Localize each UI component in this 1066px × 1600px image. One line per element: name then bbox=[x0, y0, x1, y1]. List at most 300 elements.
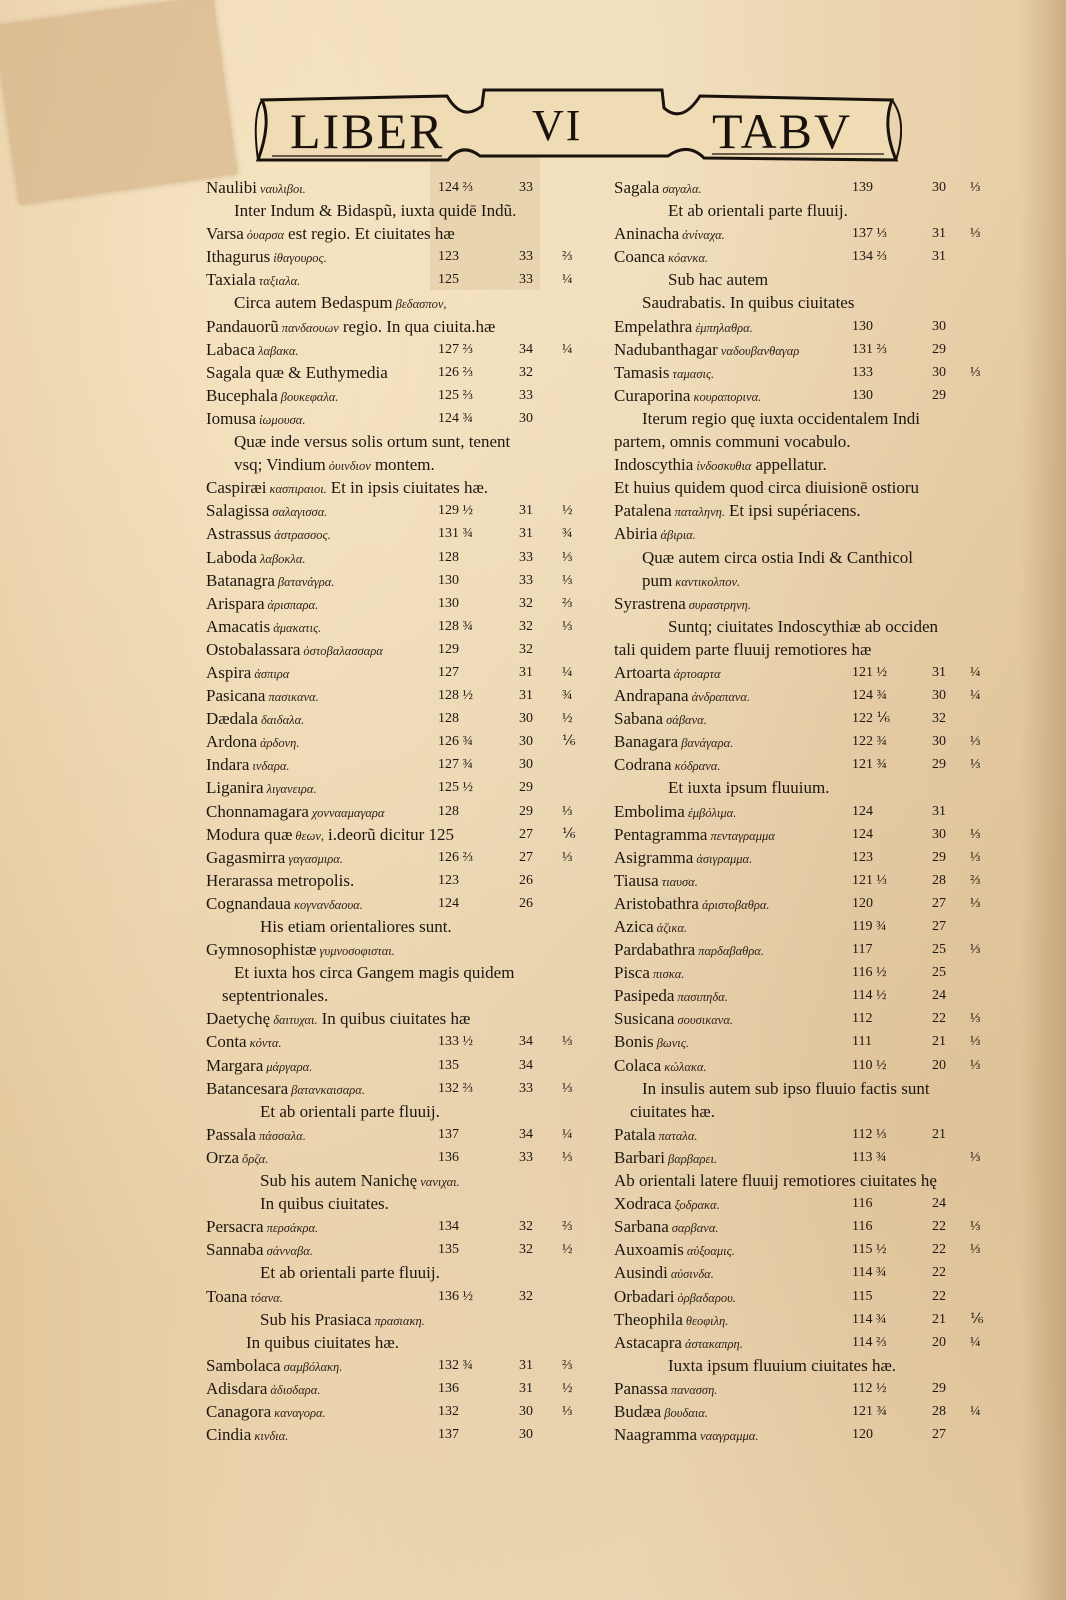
longitude-value: 124 ¾ bbox=[438, 410, 473, 426]
fraction-value: ½ bbox=[562, 711, 573, 727]
place-name bbox=[206, 1146, 268, 1171]
table-row bbox=[206, 268, 586, 291]
table-row bbox=[614, 407, 994, 430]
fraction-value: ⅓ bbox=[562, 849, 573, 865]
longitude-value: 124 bbox=[438, 895, 459, 911]
latitude-value: 32 bbox=[519, 618, 533, 634]
longitude-value: 132 ¾ bbox=[438, 1357, 473, 1373]
latin-text: Empelathra bbox=[614, 316, 693, 336]
latin-text: Herarassa metropolis. bbox=[206, 870, 355, 890]
longitude-value: 120 bbox=[852, 895, 873, 911]
longitude-value: 130 bbox=[438, 572, 459, 588]
place-name bbox=[614, 707, 707, 732]
table-row bbox=[614, 915, 994, 938]
table-row bbox=[206, 338, 586, 361]
place-name bbox=[260, 1100, 440, 1123]
latitude-value: 26 bbox=[519, 872, 533, 888]
longitude-value: 126 ⅔ bbox=[438, 849, 473, 865]
table-row bbox=[206, 1285, 586, 1308]
latin-text: Aspira bbox=[206, 662, 252, 682]
place-name bbox=[246, 1331, 399, 1354]
table-row bbox=[206, 915, 586, 938]
place-name bbox=[206, 1007, 470, 1032]
longitude-value: 135 bbox=[438, 1057, 459, 1073]
table-row bbox=[206, 176, 586, 199]
table-row bbox=[206, 892, 586, 915]
left-column bbox=[206, 176, 586, 1446]
place-name bbox=[614, 315, 753, 340]
latin-text: Sagala quæ & Euthymedia bbox=[206, 362, 388, 382]
table-row bbox=[614, 569, 994, 592]
greek-name: βεδασπον, bbox=[395, 297, 447, 312]
greek-name: κινδια. bbox=[254, 1429, 289, 1444]
longitude-value: 134 ⅔ bbox=[852, 249, 887, 265]
greek-name: βουδαια. bbox=[664, 1405, 708, 1420]
latin-text: Patalena bbox=[614, 501, 672, 521]
fraction-value: ¼ bbox=[562, 1126, 573, 1142]
latitude-value: 33 bbox=[519, 272, 533, 288]
latin-text: Laboda bbox=[206, 547, 257, 567]
table-row bbox=[614, 823, 994, 846]
place-name bbox=[206, 1215, 318, 1240]
fraction-value: ⅓ bbox=[970, 1057, 981, 1073]
greek-name: ὀυαρσα bbox=[246, 228, 285, 243]
greek-name: μάργαρα. bbox=[266, 1059, 313, 1074]
place-name bbox=[614, 1054, 707, 1079]
place-name bbox=[206, 1123, 306, 1148]
table-row bbox=[206, 199, 586, 222]
table-row bbox=[614, 315, 994, 338]
place-name bbox=[614, 869, 698, 894]
fraction-value: ⅔ bbox=[562, 595, 573, 611]
place-name bbox=[206, 407, 305, 432]
place-name bbox=[260, 1192, 389, 1215]
place-name bbox=[206, 1054, 312, 1079]
table-row bbox=[614, 1308, 994, 1331]
table-row bbox=[206, 1377, 586, 1400]
latitude-value: 27 bbox=[519, 826, 533, 842]
latitude-value: 31 bbox=[932, 226, 946, 242]
greek-name: κόανκα. bbox=[667, 251, 709, 266]
longitude-value: 121 ¾ bbox=[852, 1403, 887, 1419]
longitude-value: 130 bbox=[852, 318, 873, 334]
place-name bbox=[614, 753, 720, 778]
latin-text: Taxiala bbox=[206, 270, 256, 290]
right-column bbox=[614, 176, 994, 1446]
latitude-value: 22 bbox=[932, 1242, 946, 1258]
latin-text: Curaporina bbox=[614, 385, 691, 405]
table-row bbox=[206, 869, 586, 892]
latitude-value: 31 bbox=[519, 526, 533, 542]
greek-name: ἀρτοαρτα bbox=[673, 666, 721, 681]
place-name bbox=[614, 800, 736, 825]
latitude-value: 25 bbox=[932, 942, 946, 958]
place-name bbox=[642, 546, 913, 569]
longitude-value: 114 ⅔ bbox=[852, 1334, 887, 1350]
table-row bbox=[614, 453, 994, 476]
greek-name: ὀρβαδαρου. bbox=[677, 1290, 736, 1305]
greek-name: σαγαλα. bbox=[662, 182, 702, 196]
longitude-value: 133 ½ bbox=[438, 1034, 473, 1050]
latitude-value: 21 bbox=[932, 1311, 946, 1327]
greek-name: σαλαγισσα. bbox=[272, 505, 328, 520]
place-name bbox=[614, 176, 702, 201]
latin-text: Canagora bbox=[206, 1401, 272, 1421]
longitude-value: 119 ¾ bbox=[852, 919, 887, 934]
greek-name: καντικολπον. bbox=[675, 574, 741, 589]
greek-name: κώλακα. bbox=[664, 1059, 707, 1074]
longitude-value: 112 ½ bbox=[852, 1380, 887, 1396]
place-name bbox=[206, 753, 290, 778]
latin-text-continued: In quibus ciuitates hæ bbox=[321, 1009, 471, 1029]
place-name bbox=[642, 1077, 930, 1100]
longitude-value: 112 bbox=[852, 1011, 873, 1027]
longitude-value: 131 ⅔ bbox=[852, 341, 887, 357]
place-name bbox=[614, 1285, 736, 1310]
latitude-value: 29 bbox=[932, 849, 946, 865]
greek-name: ταμασις. bbox=[672, 366, 715, 381]
table-row bbox=[614, 1285, 994, 1308]
longitude-value: 124 bbox=[852, 803, 873, 819]
table-row bbox=[206, 984, 586, 1007]
longitude-value: 128 ½ bbox=[438, 688, 473, 704]
table-row bbox=[206, 522, 586, 545]
place-name bbox=[614, 892, 770, 917]
latin-text: In quibus ciuitates hæ. bbox=[246, 1332, 399, 1352]
place-name bbox=[206, 1077, 365, 1102]
table-row bbox=[614, 1169, 994, 1192]
latin-text: Tiausa bbox=[614, 870, 659, 890]
table-row bbox=[206, 569, 586, 592]
fraction-value: ⅙ bbox=[970, 1311, 984, 1327]
greek-name: ἀσιγραμμα. bbox=[696, 851, 753, 866]
place-name bbox=[614, 222, 725, 247]
place-name bbox=[668, 776, 830, 799]
place-name bbox=[614, 984, 728, 1009]
fraction-value: ⅓ bbox=[562, 1034, 573, 1050]
latitude-value: 31 bbox=[519, 1357, 533, 1373]
longitude-value: 128 ¾ bbox=[438, 618, 473, 634]
table-row bbox=[206, 1100, 586, 1123]
place-name bbox=[614, 1146, 717, 1171]
latin-text: Coanca bbox=[614, 247, 665, 267]
fraction-value: ⅓ bbox=[970, 895, 981, 911]
place-name bbox=[614, 661, 721, 686]
latin-text: Et ab orientali parte fluuij. bbox=[260, 1101, 440, 1121]
latin-text: Theophila bbox=[614, 1309, 683, 1329]
fraction-value: ⅓ bbox=[970, 1242, 981, 1258]
place-name bbox=[206, 315, 495, 340]
fraction-value: ⅓ bbox=[562, 1080, 573, 1096]
latin-text: Conta bbox=[206, 1032, 247, 1052]
fraction-value: ¼ bbox=[562, 341, 573, 357]
table-row bbox=[206, 592, 586, 615]
greek-name: σάνναβα. bbox=[266, 1244, 313, 1259]
table-row bbox=[206, 453, 586, 476]
longitude-value: 125 ½ bbox=[438, 780, 473, 796]
table-row bbox=[614, 1054, 994, 1077]
latin-text: Quæ autem circa ostia Indi & Canthicol bbox=[642, 547, 913, 567]
place-name bbox=[668, 199, 848, 222]
table-row bbox=[614, 476, 994, 499]
place-name bbox=[614, 1308, 728, 1333]
greek-name: παρδαβαθρα. bbox=[698, 944, 764, 959]
latitude-value: 31 bbox=[519, 1380, 533, 1396]
latin-text: Sarbana bbox=[614, 1217, 669, 1237]
place-name bbox=[206, 707, 304, 732]
table-row bbox=[206, 361, 586, 384]
latin-text: Iuxta ipsum fluuium ciuitates hæ. bbox=[668, 1355, 897, 1375]
greek-name: αὐσινδα. bbox=[670, 1267, 714, 1282]
latin-text: Et iuxta hos circa Gangem magis quidem bbox=[234, 963, 515, 983]
greek-name: λαβοκλα. bbox=[259, 551, 306, 566]
latin-text: Aninacha bbox=[614, 224, 680, 244]
table-row bbox=[206, 1077, 586, 1100]
latitude-value: 29 bbox=[932, 341, 946, 357]
table-row bbox=[206, 615, 586, 638]
place-name bbox=[234, 453, 435, 478]
greek-name: ταξιαλα. bbox=[258, 274, 301, 289]
place-name bbox=[614, 684, 750, 709]
place-name bbox=[206, 338, 299, 363]
table-row bbox=[614, 661, 994, 684]
latin-text-continued: regio. In qua ciuita.hæ bbox=[342, 316, 496, 336]
greek-name: ἀριστοβαθρα. bbox=[701, 897, 770, 912]
place-name bbox=[642, 407, 920, 430]
table-row bbox=[614, 1100, 994, 1123]
latin-text: Orbadari bbox=[614, 1286, 675, 1306]
latin-text: Syrastrena bbox=[614, 593, 686, 613]
greek-name: σαρβανα. bbox=[671, 1221, 719, 1236]
fraction-value: ⅔ bbox=[562, 1219, 573, 1235]
latin-text: septentrionales. bbox=[222, 986, 329, 1006]
latin-text: Labaca bbox=[206, 339, 256, 359]
latitude-value: 32 bbox=[519, 1242, 533, 1258]
latitude-value: 30 bbox=[519, 410, 533, 426]
place-name bbox=[206, 384, 338, 409]
table-row bbox=[614, 361, 994, 384]
longitude-value: 132 ⅔ bbox=[438, 1080, 473, 1096]
greek-name: σαμβόλακη. bbox=[283, 1359, 343, 1374]
table-row bbox=[614, 892, 994, 915]
table-row bbox=[614, 1077, 994, 1100]
longitude-value: 135 bbox=[438, 1242, 459, 1258]
place-name bbox=[206, 569, 334, 594]
place-name bbox=[206, 592, 318, 617]
latin-text: Xodraca bbox=[614, 1194, 672, 1214]
greek-name: βανάγαρα. bbox=[681, 736, 734, 751]
longitude-value: 122 ⅙ bbox=[852, 711, 891, 727]
place-name bbox=[206, 1354, 342, 1379]
table-row bbox=[206, 684, 586, 707]
latin-text: Abiria bbox=[614, 524, 658, 544]
greek-name: ἀμακατις. bbox=[273, 620, 322, 635]
greek-name: ἰωμουσα. bbox=[259, 412, 306, 427]
fraction-value: ½ bbox=[562, 503, 573, 519]
fraction-value: ¾ bbox=[562, 688, 573, 704]
place-name bbox=[642, 569, 740, 594]
fraction-value: ⅓ bbox=[970, 826, 981, 842]
table-row bbox=[206, 291, 586, 314]
longitude-value: 125 bbox=[438, 272, 459, 288]
latitude-value: 31 bbox=[932, 249, 946, 265]
latin-text: Nadubanthagar bbox=[614, 339, 718, 359]
table-row bbox=[206, 1215, 586, 1238]
longitude-value: 122 ¾ bbox=[852, 734, 887, 750]
table-row bbox=[206, 1423, 586, 1446]
greek-name: συραστρηνη. bbox=[688, 597, 751, 612]
latin-text: Codrana bbox=[614, 755, 672, 775]
place-name bbox=[614, 499, 861, 524]
place-name bbox=[614, 522, 696, 547]
fraction-value: ⅓ bbox=[970, 1011, 981, 1027]
longitude-value: 121 ¾ bbox=[852, 757, 887, 773]
fraction-value: ¼ bbox=[970, 664, 981, 680]
longitude-value: 113 ¾ bbox=[852, 1149, 887, 1165]
table-row bbox=[206, 1123, 586, 1146]
latin-text-continued: appellatur. bbox=[755, 455, 827, 475]
latitude-value: 30 bbox=[519, 734, 533, 750]
place-name bbox=[614, 915, 687, 940]
place-name bbox=[614, 1423, 758, 1448]
table-row bbox=[614, 430, 994, 453]
table-row bbox=[614, 546, 994, 569]
table-row bbox=[206, 1331, 586, 1354]
table-row bbox=[614, 176, 994, 199]
latin-text: Sub his Prasiaca bbox=[260, 1309, 372, 1329]
greek-name: ὀστοβαλασσαρα bbox=[303, 643, 383, 658]
latin-text: Embolima bbox=[614, 801, 685, 821]
latin-text: Susicana bbox=[614, 1009, 675, 1029]
place-name bbox=[206, 1377, 320, 1402]
longitude-value: 136 ½ bbox=[438, 1288, 473, 1304]
latin-text: Margara bbox=[206, 1055, 264, 1075]
latitude-value: 33 bbox=[519, 1149, 533, 1165]
place-name bbox=[614, 1377, 717, 1402]
latin-text: Bucephala bbox=[206, 385, 278, 405]
latitude-value: 22 bbox=[932, 1288, 946, 1304]
place-name bbox=[206, 476, 488, 501]
place-name bbox=[206, 892, 363, 917]
longitude-value: 124 bbox=[852, 826, 873, 842]
latin-text: Amacatis bbox=[206, 616, 271, 636]
table-row bbox=[614, 1238, 994, 1261]
table-row bbox=[206, 407, 586, 430]
table-row bbox=[206, 1354, 586, 1377]
place-name bbox=[206, 499, 327, 524]
table-row bbox=[614, 1123, 994, 1146]
fraction-value: ⅓ bbox=[562, 572, 573, 588]
latitude-value: 30 bbox=[519, 711, 533, 727]
greek-name: νααγραμμα. bbox=[700, 1429, 759, 1444]
fraction-value: ¼ bbox=[562, 272, 573, 288]
longitude-value: 139 bbox=[852, 180, 873, 195]
longitude-value: 117 bbox=[852, 942, 873, 958]
latin-text: Andrapana bbox=[614, 686, 689, 706]
longitude-value: 137 bbox=[438, 1427, 459, 1443]
latitude-value: 28 bbox=[932, 872, 946, 888]
latin-text: Aristobathra bbox=[614, 893, 699, 913]
place-name bbox=[206, 176, 306, 201]
latitude-value: 20 bbox=[932, 1334, 946, 1350]
latin-text: Indoscythia bbox=[614, 455, 694, 475]
longitude-value: 129 ½ bbox=[438, 503, 473, 519]
greek-name: πανδαουων bbox=[281, 320, 339, 335]
latin-text: Iomusa bbox=[206, 408, 257, 428]
latin-text: Pandauorũ bbox=[206, 316, 279, 336]
latin-text-continued: Et ipsi supériacens. bbox=[728, 501, 861, 521]
table-row bbox=[614, 1261, 994, 1284]
greek-name: αὐξοαμις. bbox=[686, 1244, 735, 1259]
latin-text: Budæa bbox=[614, 1401, 662, 1421]
table-row bbox=[206, 1238, 586, 1261]
greek-name: ἀρδονη. bbox=[259, 736, 300, 751]
fraction-value: ⅓ bbox=[970, 180, 981, 195]
latin-text: In quibus ciuitates. bbox=[260, 1194, 389, 1214]
place-name bbox=[668, 1354, 896, 1377]
greek-name: δαιτυχαι. bbox=[273, 1013, 318, 1028]
place-name bbox=[614, 1238, 735, 1263]
greek-name: ὄρζα. bbox=[242, 1151, 269, 1166]
latitude-value: 32 bbox=[519, 1288, 533, 1304]
fraction-value: ¾ bbox=[562, 526, 573, 542]
place-name bbox=[614, 1331, 743, 1356]
greek-name: ἐμβόλιμα. bbox=[687, 805, 737, 820]
longitude-value: 127 bbox=[438, 664, 459, 680]
greek-name: ἀνίναχα. bbox=[682, 228, 725, 243]
place-name bbox=[614, 823, 775, 848]
longitude-value: 129 bbox=[438, 641, 459, 657]
longitude-value: 136 bbox=[438, 1380, 459, 1396]
latitude-value: 32 bbox=[519, 364, 533, 380]
greek-name: κασπιραιοι. bbox=[269, 482, 327, 497]
table-row bbox=[206, 1192, 586, 1215]
table-row bbox=[206, 315, 586, 338]
latitude-value: 22 bbox=[932, 1011, 946, 1027]
table-row bbox=[206, 222, 586, 245]
greek-name: ἀζικα. bbox=[656, 921, 688, 935]
latitude-value: 30 bbox=[932, 180, 946, 195]
table-row bbox=[206, 938, 586, 961]
greek-name: ἰνδοσκυθια bbox=[696, 459, 752, 474]
greek-name: ἰθαγουρος. bbox=[273, 251, 327, 266]
greek-name: ἀδισδαρα. bbox=[270, 1382, 321, 1397]
greek-name: πισκα. bbox=[652, 967, 685, 982]
place-name bbox=[614, 1261, 714, 1286]
fraction-value: ⅓ bbox=[970, 1149, 981, 1165]
table-row bbox=[206, 499, 586, 522]
fraction-value: ⅓ bbox=[562, 803, 573, 819]
latin-text: Et huius quidem quod circa diuisionē ostioru bbox=[614, 478, 920, 498]
fraction-value: ⅓ bbox=[562, 549, 573, 565]
table-row bbox=[206, 661, 586, 684]
greek-name: ξοδρακα. bbox=[674, 1198, 720, 1213]
latin-text: pum bbox=[642, 570, 673, 590]
place-name bbox=[668, 615, 938, 638]
latin-text: Sannaba bbox=[206, 1240, 264, 1260]
table-row bbox=[206, 1146, 586, 1169]
latin-text: Sub his autem Nanichę bbox=[260, 1171, 418, 1191]
latitude-value: 30 bbox=[519, 1427, 533, 1443]
latitude-value: 32 bbox=[519, 1219, 533, 1235]
latitude-value: 20 bbox=[932, 1057, 946, 1073]
place-name bbox=[614, 730, 733, 755]
place-name bbox=[234, 291, 447, 316]
table-row bbox=[614, 984, 994, 1007]
place-name bbox=[206, 1238, 313, 1263]
latin-text: Sub hac autem bbox=[668, 270, 769, 290]
longitude-value: 126 ¾ bbox=[438, 734, 473, 750]
